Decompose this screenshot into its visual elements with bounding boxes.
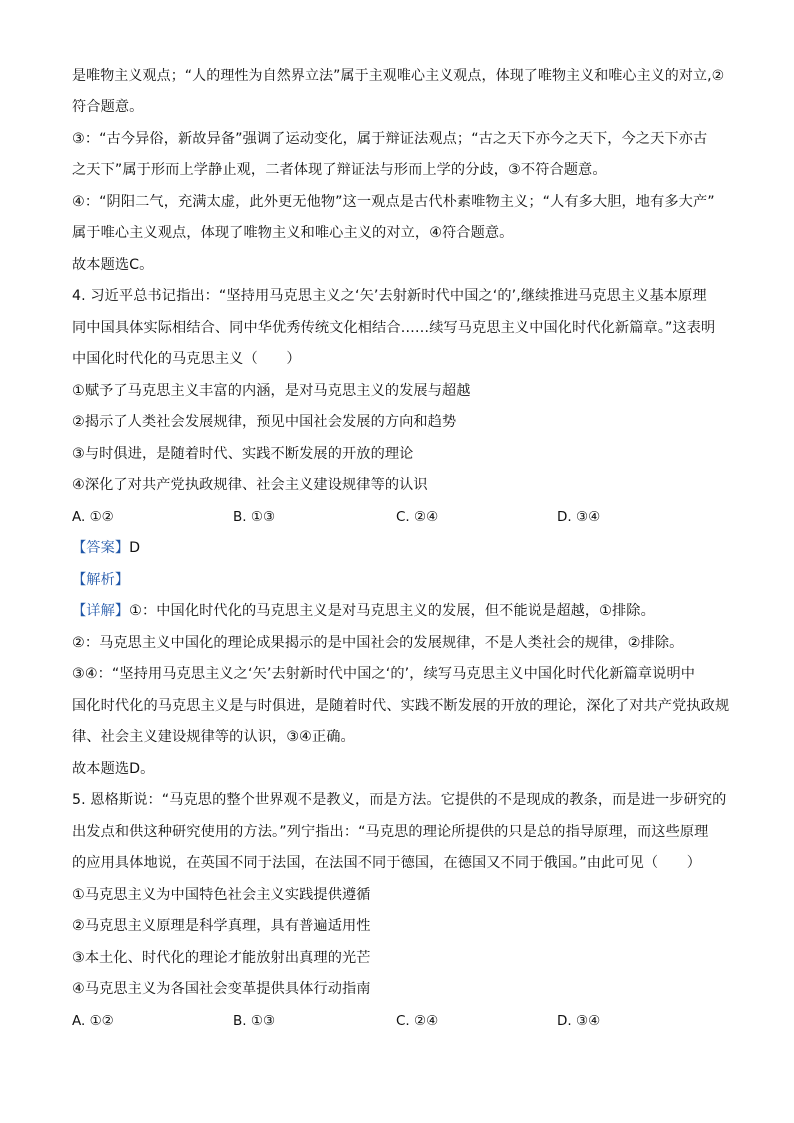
option-b: B. ①③	[233, 509, 276, 525]
text-line: ②：马克思主义中国化的理论成果揭示的是中国社会的发展规律，不是人类社会的规律，②排除。	[72, 635, 684, 651]
question-5-statement: ①马克思主义为中国特色社会主义实践提供遵循	[72, 887, 371, 903]
detail-text: ①：中国化时代化的马克思主义是对马克思主义的发展，但不能说是超越，①排除。	[129, 603, 655, 619]
option-d: D. ③④	[557, 1013, 601, 1029]
option-c: C. ②④	[396, 509, 439, 525]
question-5-stem: 5. 恩格斯说：“马克思的整个世界观不是教义，而是方法。它提供的不是现成的教条，而是进一步研究的	[72, 792, 727, 808]
text-line: 故本题选D。	[72, 761, 155, 777]
option-a: A. ①②	[72, 1013, 114, 1029]
question-4-stem: 同中国具体实际相结合、同中华优秀传统文化相结合……续写马克思主义中国化时代化新篇章。”这表明	[72, 320, 716, 336]
option-c: C. ②④	[396, 1013, 439, 1029]
option-b: B. ①③	[233, 1013, 276, 1029]
text-line: 国化时代化的马克思主义是与时俱进，是随着时代、实践不断发展的开放的理论，深化了对共产党执政规	[72, 698, 730, 714]
question-4-stem: 中国化时代化的马克思主义（ ）	[72, 351, 301, 367]
question-5-statement: ③本土化、时代化的理论才能放射出真理的光芒	[72, 950, 371, 966]
question-4-statement: ①赋予了马克思主义丰富的内涵，是对马克思主义的发展与超越	[72, 383, 471, 399]
text-line: 符合题意。	[72, 99, 144, 115]
question-5-statement: ④马克思主义为各国社会变革提供具体行动指南	[72, 981, 371, 997]
analysis-label: 【解析】	[72, 572, 130, 588]
text-line: 故本题选C。	[72, 257, 154, 273]
question-5-stem: 的应用具体地说，在英国不同于法国，在法国不同于德国，在德国又不同于俄国。”由此可见（ ）	[72, 855, 702, 871]
detail-line	[72, 601, 732, 621]
question-4-stem: 4. 习近平总书记指出：“坚持用马克思主义之‘矢’去射新时代中国之‘的’,继续推进马克思主义基本原理	[72, 288, 707, 304]
text-line: 之天下”属于形而上学静止观，二者体现了辩证法与形而上学的分歧，③不符合题意。	[72, 162, 607, 178]
question-4-statement: ②揭示了人类社会发展规律，预见中国社会发展的方向和趋势	[72, 414, 457, 430]
answer-line	[72, 538, 732, 558]
option-a: A. ①②	[72, 509, 114, 525]
detail-label: 【详解】	[72, 603, 130, 619]
question-4-statement: ④深化了对共产党执政规律、社会主义建设规律等的认识	[72, 477, 428, 493]
option-d: D. ③④	[557, 509, 601, 525]
text-line: 属于唯心主义观点，体现了唯物主义和唯心主义的对立，④符合题意。	[72, 225, 514, 241]
text-line: ③：“古今异俗，新故异备”强调了运动变化，属于辩证法观点；“古之天下亦今之天下，今之天下亦古	[72, 131, 708, 147]
question-5-statement: ②马克思主义原理是科学真理，具有普遍适用性	[72, 918, 371, 934]
text-line: 是唯物主义观点；“人的理性为自然界立法”属于主观唯心主义观点，体现了唯物主义和唯心主义的对立,②	[72, 68, 725, 84]
text-line: ④：“阴阳二气，充满太虚，此外更无他物”这一观点是古代朴素唯物主义；“人有多大胆，地有多大产”	[72, 194, 715, 210]
question-4-statement: ③与时俱进，是随着时代、实践不断发展的开放的理论	[72, 446, 414, 462]
answer-value: D	[129, 540, 141, 556]
text-line: ③④：“坚持用马克思主义之‘矢’去射新时代中国之‘的’，续写马克思主义中国化时代化新篇章说明中	[72, 666, 696, 682]
question-5-stem: 出发点和供这种研究使用的方法。”列宁指出：“马克思的理论所提供的只是总的指导原理，而这些原理	[72, 824, 709, 840]
text-line: 律、社会主义建设规律等的认识，③④正确。	[72, 729, 355, 745]
answer-label: 【答案】	[72, 540, 130, 556]
